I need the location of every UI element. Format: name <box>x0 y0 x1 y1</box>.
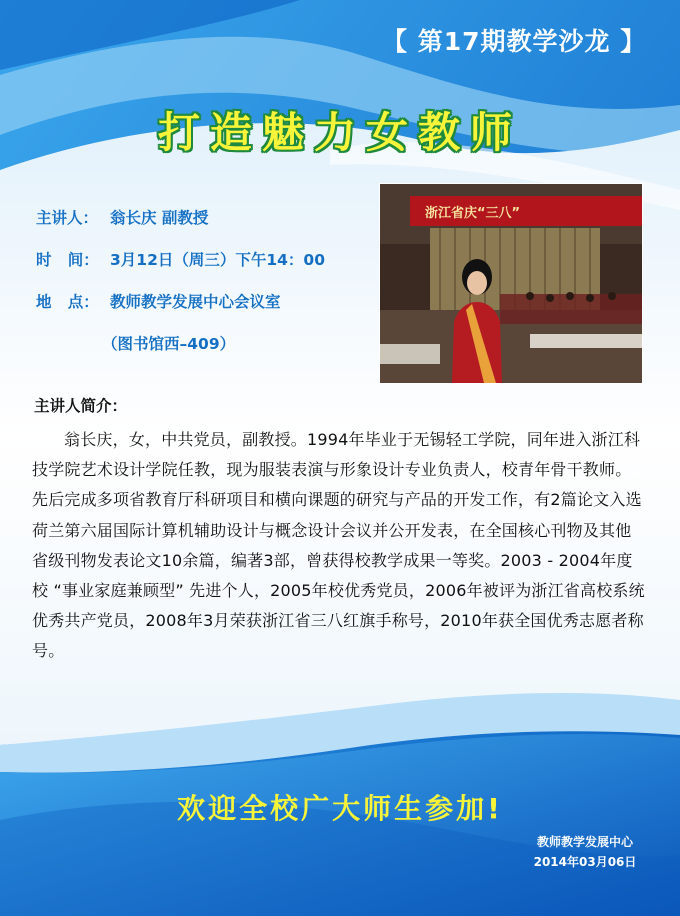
speaker-line <box>36 206 208 228</box>
welcome-message: 欢迎全校广大师生参加! <box>177 792 503 825</box>
speaker-value: 翁长庆 副教授 <box>110 209 209 227</box>
time-line <box>36 248 325 270</box>
place-label: 地 点： <box>36 293 99 311</box>
time-value: 3月12日（周三）下午14：00 <box>110 251 325 269</box>
photo-illustration <box>380 184 642 383</box>
place-room: （图书馆西–409） <box>102 335 236 353</box>
page-title: 打造魅力女教师 <box>157 108 522 157</box>
banner-text: 浙江省庆“三八” <box>425 206 521 221</box>
issue-date: 2014年03月06日 <box>533 855 637 869</box>
speaker-label: 主讲人： <box>36 209 99 227</box>
time-label: 时 间： <box>36 251 99 269</box>
place-line <box>36 290 281 312</box>
speaker-photo <box>379 183 643 384</box>
organizer: 教师教学发展中心 <box>536 835 633 849</box>
place-value: 教师教学发展中心会议室 <box>110 293 281 311</box>
bio-heading: 主讲人简介： <box>34 397 128 415</box>
bio-text: 翁长庆，女，中共党员，副教授。1994年毕业于无锡轻工学院，同年进入浙江科技学院艺术设计学院任教，现为服装表演与形象设计专业负责人，校青年骨干教师。先后完成多项省教育厅科研项目和横向课题的研究与产品的开发工作，有2篇论文入选荷兰第六届国际计算机辅助设计与概念设计会议并公开发表，在全国核心刊物及其他省级刊物发表论文10余篇，编著3部，曾获得校教学成果一等奖。2003 - 2004年度校 “事业家庭兼顾型” 先进个人，2005年校优秀党员，2006年被评为浙江省高校系统优秀共产党员，2008年3月荣获浙江省三八红旗手称号，2010年获全国优秀志愿者称号。 <box>32 430 645 661</box>
series-label: 【 第17期教学沙龙 】 <box>382 27 647 56</box>
